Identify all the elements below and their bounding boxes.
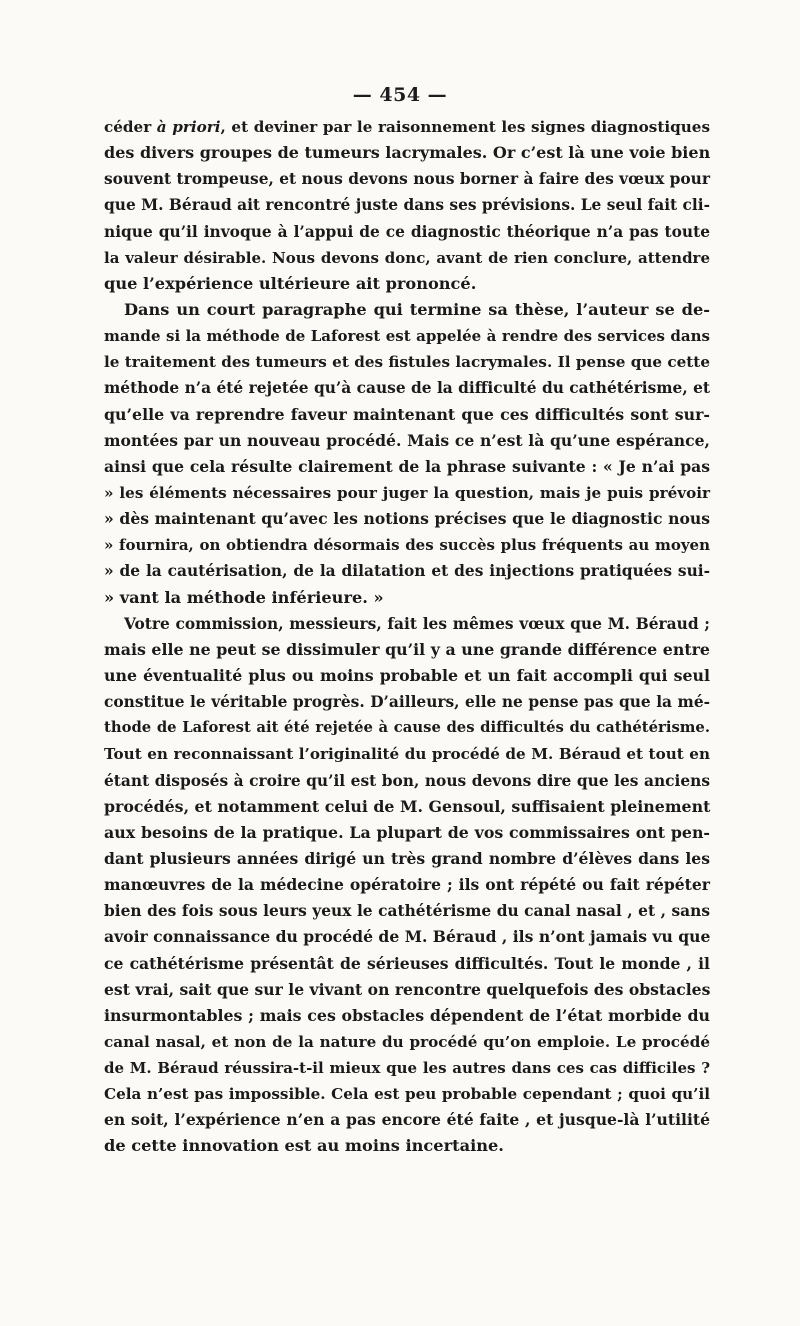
text-line: avoir connaissance du procédé de M. Béraud , ils n’ont jamais vu que [104,927,711,947]
text-line: constitue le véritable progrès. D’ailleurs, elle ne pense pas que la mé- [104,693,710,712]
text-line: que l’expérience ultérieure ait prononcé. [104,273,477,293]
paragraph [104,611,710,1160]
text-line: méthode n’a été rejetée qu’à cause de la difficulté du cathétérisme, et [104,379,710,398]
text-line: de cette innovation est au moins incertaine. [104,1136,504,1156]
text-line: ce cathétérisme présentât de sérieuses difficultés. Tout le monde , il [104,953,710,973]
text-line: une éventualité plus ou moins probable et un fait accompli qui seul [104,665,710,685]
text-line: procédés, et notamment celui de M. Gensoul, suffisaient pleinement [104,796,711,816]
text-line: le traitement des tumeurs et des fistules lacrymales. Il pense que cette [104,353,710,372]
text-line: manœuvres de la médecine opératoire ; ils ont répété ou fait répéter [104,875,710,895]
text-line: Tout en reconnaissant l’originalité du procédé de M. Béraud et tout en [104,745,710,764]
text-line: insurmontables ; mais ces obstacles dépendent de l’état morbide du [104,1005,710,1025]
text-line: aux besoins de la pratique. La plupart de vos commissaires ont pen- [104,822,710,842]
paragraph [104,297,710,611]
text-line: » fournira, on obtiendra désormais des succès plus fréquents au moyen [104,536,710,555]
text-line: mande si la méthode de Laforest est appelée à rendre des services dans [104,327,710,346]
text-line: étant disposés à croire qu’il est bon, nous devons dire que les anciens [104,771,710,790]
text-line: céder à priori, et deviner par le raisonnement les signes diagnostiques [104,118,710,136]
text-line: » les éléments nécessaires pour juger la question, mais je puis prévoir [104,483,710,502]
text-line: ainsi que cela résulte clairement de la phrase suivante : « Je n’ai pas [104,456,710,476]
text-line: nique qu’il invoque à l’appui de ce diagnostic théorique n’a pas toute [104,222,710,241]
text-line: thode de Laforest ait été rejetée à cause des difficultés du cathétérisme. [104,719,710,737]
text-line: » vant la méthode inférieure. » [104,587,384,607]
paragraph [104,114,710,297]
text-line: est vrai, sait que sur le vivant on rencontre quelquefois des obstacles [104,979,711,999]
text-line: Cela n’est pas impossible. Cela est peu probable cependant ; quoi qu’il [104,1085,710,1104]
text-line: » de la cautérisation, de la dilatation et des injections pratiquées sui- [104,562,710,581]
text-line: Votre commission, messieurs, fait les mêmes vœux que M. Béraud ; [124,614,710,633]
body-text [104,114,710,1160]
text-line: la valeur désirable. Nous devons donc, avant de rien conclure, attendre [104,248,710,267]
text-line: qu’elle va reprendre faveur maintenant que ces difficultés sont sur- [104,404,710,424]
italic-phrase: à priori [156,118,221,136]
text-line: en soit, l’expérience n’en a pas encore été faite , et jusque-là l’utilité [104,1110,710,1130]
text-line: que M. Béraud ait rencontré juste dans ses prévisions. Le seul fait cli- [104,196,710,215]
page-number: — 454 — [352,84,448,106]
text-line: souvent trompeuse, et nous devons nous borner à faire des vœux pour [104,170,710,189]
text-line: montées par un nouveau procédé. Mais ce n’est là qu’une espérance, [104,430,710,450]
text-line: de M. Béraud réussira-t-il mieux que les autres dans ces cas difficiles ? [104,1059,710,1078]
text-line: Dans un court paragraphe qui termine sa thèse, l’auteur se de- [124,299,710,319]
text-line: des divers groupes de tumeurs lacrymales. Or c’est là une voie bien [104,143,711,163]
text-line: » dès maintenant qu’avec les notions précises que le diagnostic nous [104,509,710,529]
text-line: canal nasal, et non de la nature du procédé qu’on emploie. Le procédé [104,1032,710,1051]
text-line: dant plusieurs années dirigé un très grand nombre d’élèves dans les [104,848,710,868]
text-line: bien des fois sous leurs yeux le cathétérisme du canal nasal , et , sans [104,902,710,921]
text-line: mais elle ne peut se dissimuler qu’il y a une grande différence entre [104,639,710,659]
